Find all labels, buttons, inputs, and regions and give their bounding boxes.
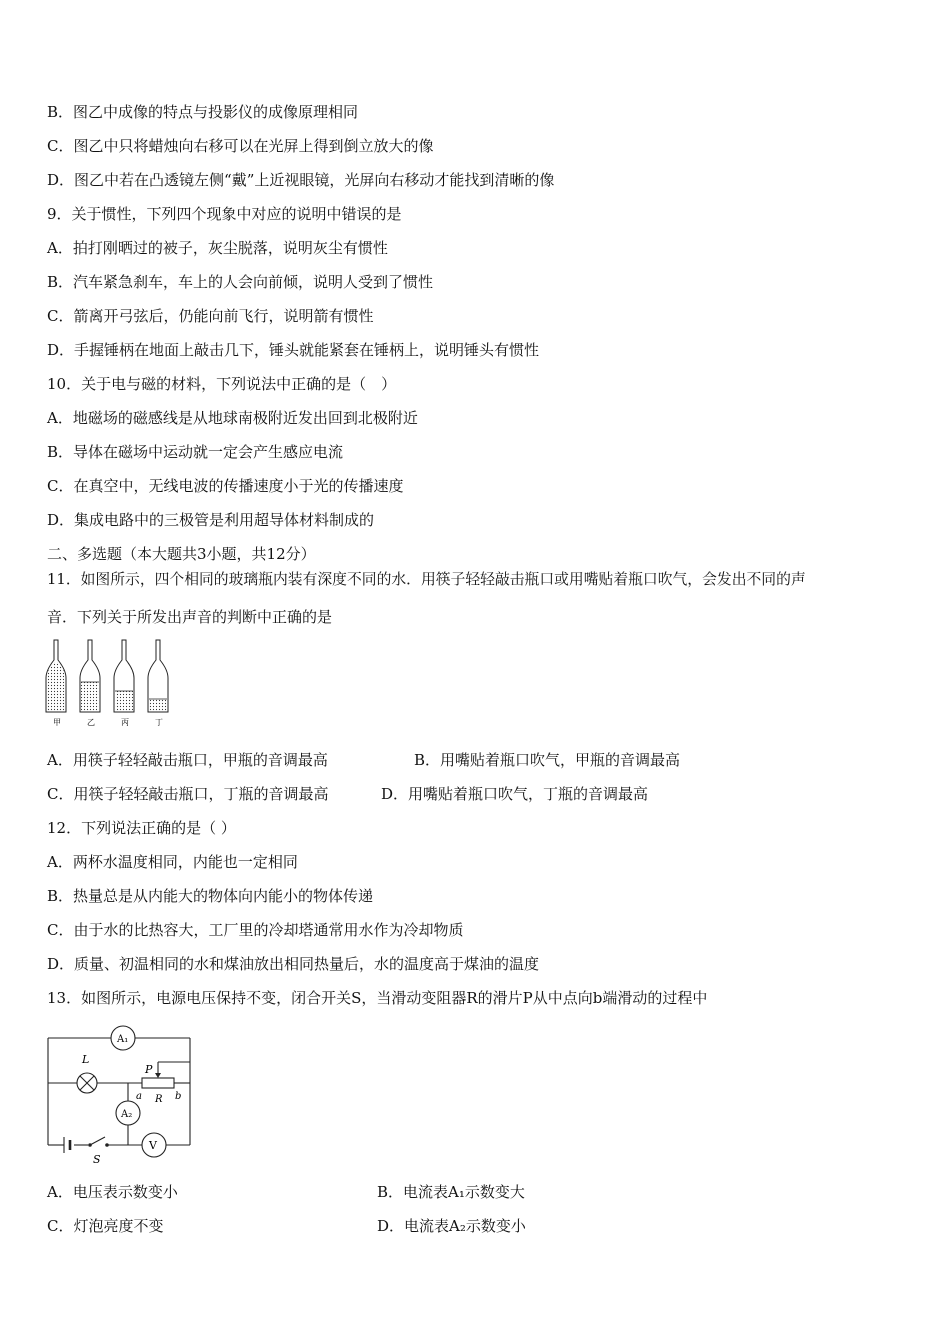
q10-option-c: C．在真空中，无线电波的传播速度小于光的传播速度: [47, 477, 404, 495]
circuit-figure: [44, 1024, 196, 1168]
bottles-figure: [44, 636, 184, 728]
q12-option-c: C．由于水的比热容大，工厂里的冷却塔通常用水作为冷却物质: [47, 921, 464, 939]
battery: [64, 1137, 70, 1153]
q11-option-b: B．用嘴贴着瓶口吹气，甲瓶的音调最高: [414, 751, 681, 769]
ammeter-a2: [116, 1101, 140, 1125]
bottle-jia: [46, 640, 66, 712]
q13-option-b: B．电流表A₁示数变大: [377, 1183, 525, 1201]
q9-option-a: A．拍打刚晒过的被子，灰尘脱落，说明灰尘有惯性: [47, 239, 388, 257]
q12-option-b: B．热量总是从内能大的物体向内能小的物体传递: [47, 887, 374, 905]
switch-label: S: [93, 1153, 101, 1166]
q11-option-d: D．用嘴贴着瓶口吹气，丁瓶的音调最高: [381, 785, 649, 803]
bottle-bing: [114, 640, 134, 712]
terminal-label-b: b: [175, 1091, 182, 1102]
bottle-ding: [148, 640, 168, 712]
q10-option-d: D．集成电路中的三极管是利用超导体材料制成的: [47, 511, 375, 529]
bottle-yi: [80, 640, 100, 712]
q10-option-b: B．导体在磁场中运动就一定会产生感应电流: [47, 443, 344, 461]
q13-stem: 13．如图所示，电源电压保持不变，闭合开关S，当滑动变阻器R的滑片P从中点向b端滑动的过程中: [47, 989, 708, 1007]
bottle-label-jia: 甲: [53, 718, 61, 727]
q12-stem: 12．下列说法正确的是（ ）: [47, 819, 236, 837]
lamp-l: [77, 1053, 97, 1093]
slider-label-p: P: [145, 1063, 153, 1076]
ammeter-a1: [111, 1026, 135, 1050]
rheostat-label-r: R: [155, 1094, 163, 1105]
q10-stem: 10．关于电与磁的材料，下列说法中正确的是（ ）: [47, 375, 397, 393]
q13-option-c: C．灯泡亮度不变: [47, 1217, 164, 1235]
ammeter-a2-label: A₂: [121, 1109, 133, 1120]
q13-option-a: A．电压表示数变小: [47, 1183, 178, 1201]
q12-option-d: D．质量、初温相同的水和煤油放出相同热量后，水的温度高于煤油的温度: [47, 955, 540, 973]
terminal-label-a: a: [136, 1091, 142, 1102]
rheostat-r: [136, 1063, 181, 1105]
q11-option-a: A．用筷子轻轻敲击瓶口，甲瓶的音调最高: [47, 751, 328, 769]
section-heading-multiple-choice: 二、多选题（本大题共3小题，共12分）: [47, 545, 316, 563]
q13-option-d: D．电流表A₂示数变小: [377, 1217, 526, 1235]
ammeter-a1-label: A₁: [117, 1034, 129, 1045]
bottle-label-bing: 丙: [121, 718, 129, 727]
q11-stem-line1: 11．如图所示，四个相同的玻璃瓶内装有深度不同的水．用筷子轻轻敲击瓶口或用嘴贴着瓶口吹气，会发出不同的声: [47, 571, 806, 588]
q11-stem-line2: 音．下列关于所发出声音的判断中正确的是: [47, 608, 333, 626]
bottle-label-ding: 丁: [155, 718, 163, 727]
voltmeter-v: [142, 1133, 166, 1157]
voltmeter-label: V: [149, 1139, 157, 1152]
q8-option-b: B．图乙中成像的特点与投影仪的成像原理相同: [47, 103, 359, 121]
q9-option-b: B．汽车紧急刹车，车上的人会向前倾，说明人受到了惯性: [47, 273, 434, 291]
q10-option-a: A．地磁场的磁感线是从地球南极附近发出回到北极附近: [47, 409, 418, 427]
q12-option-a: A．两杯水温度相同，内能也一定相同: [47, 853, 298, 871]
q11-option-c: C．用筷子轻轻敲击瓶口，丁瓶的音调最高: [47, 785, 329, 803]
switch-s: [88, 1137, 109, 1166]
q9-option-c: C．箭离开弓弦后，仍能向前飞行，说明箭有惯性: [47, 307, 374, 325]
lamp-label: L: [82, 1053, 90, 1066]
q9-stem: 9．关于惯性，下列四个现象中对应的说明中错误的是: [47, 205, 402, 223]
bottle-label-yi: 乙: [87, 718, 95, 727]
q8-option-c: C．图乙中只将蜡烛向右移可以在光屏上得到倒立放大的像: [47, 137, 434, 155]
q8-option-d: D．图乙中若在凸透镜左侧“戴”上近视眼镜，光屏向右移动才能找到清晰的像: [47, 171, 555, 189]
q9-option-d: D．手握锤柄在地面上敲击几下，锤头就能紧套在锤柄上，说明锤头有惯性: [47, 341, 540, 359]
